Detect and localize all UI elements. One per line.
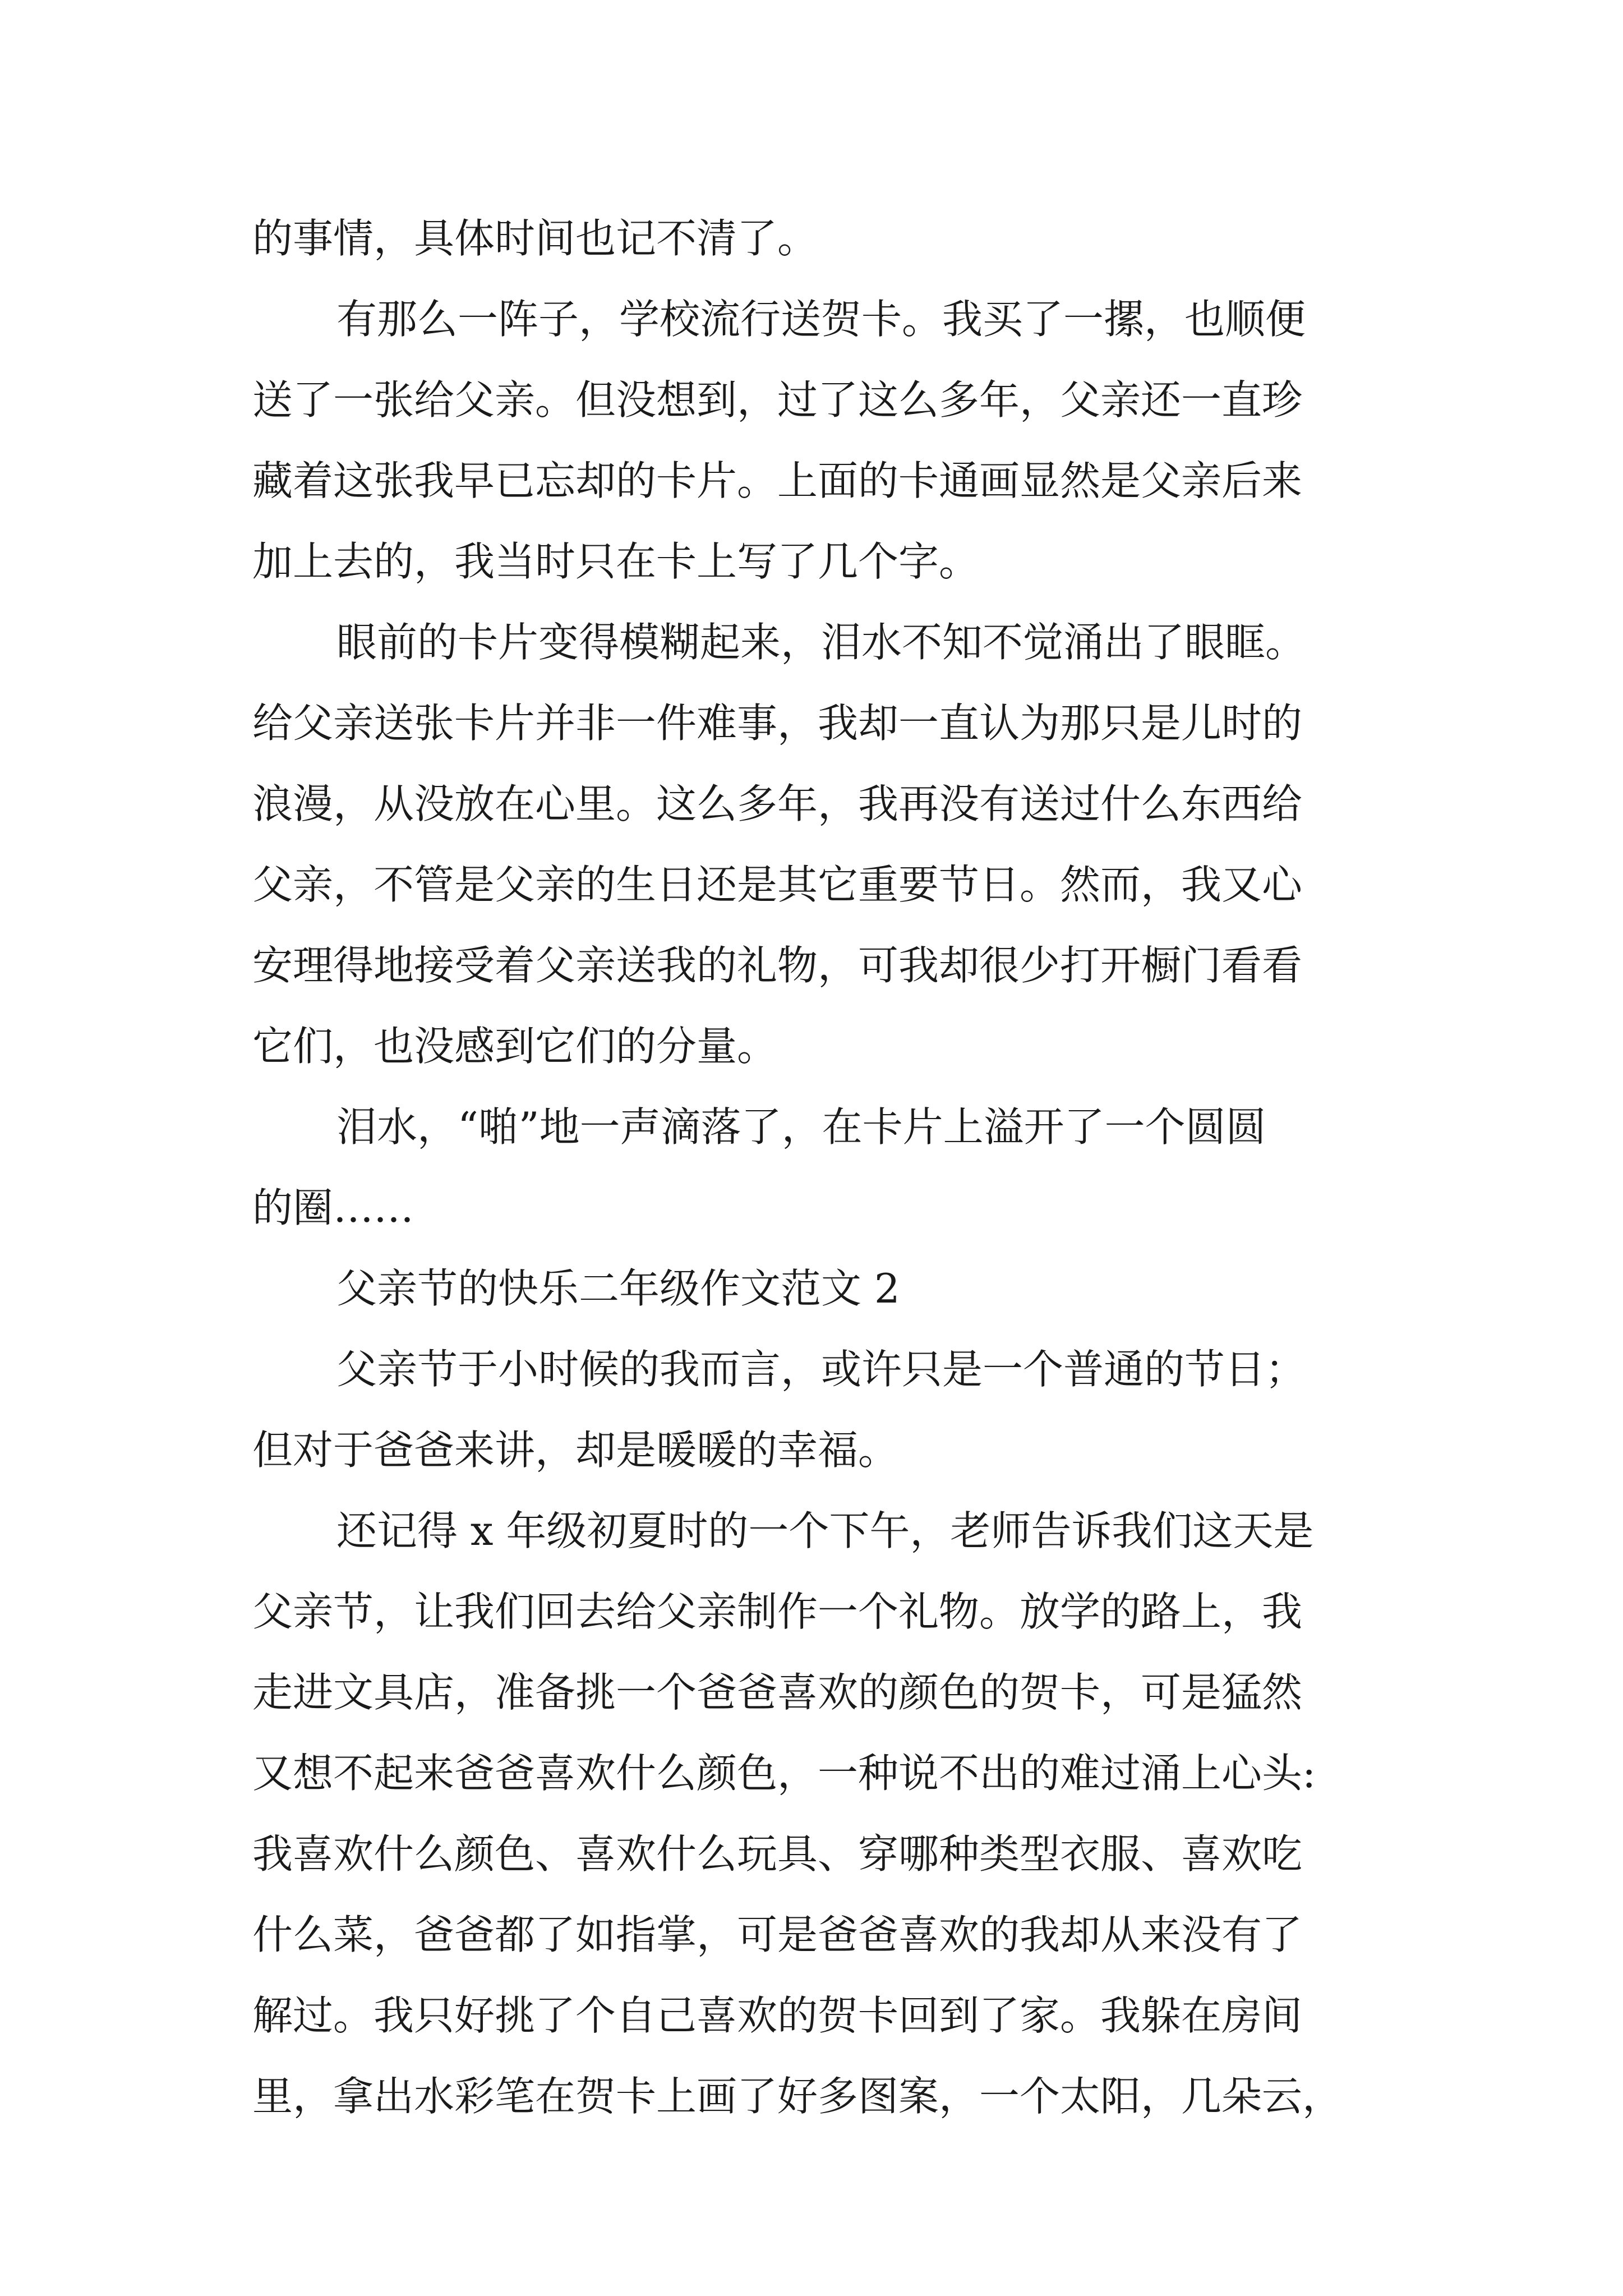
text-line: 什么菜，爸爸都了如指掌，可是爸爸喜欢的我却从来没有了 xyxy=(252,1911,1303,1958)
text-line: 浪漫，从没放在心里。这么多年，我再没有送过什么东西给 xyxy=(252,780,1303,827)
text-line: 的圈…… xyxy=(252,1184,414,1231)
text-line: 安理得地接受着父亲送我的礼物，可我却很少打开橱门看看 xyxy=(252,942,1303,989)
text-line: 父亲，不管是父亲的生日还是其它重要节日。然而，我又心 xyxy=(252,861,1303,908)
text-line: 送了一张给父亲。但没想到，过了这么多年，父亲还一直珍 xyxy=(252,376,1303,424)
text-line: 又想不起来爸爸喜欢什么颜色，一种说不出的难过涌上心头: xyxy=(252,1750,1316,1797)
text-line: 解过。我只好挑了个自己喜欢的贺卡回到了家。我躲在房间 xyxy=(252,1992,1303,2039)
text-line: 但对于爸爸来讲，却是暖暖的幸福。 xyxy=(252,1427,899,1474)
text-line: 我喜欢什么颜色、喜欢什么玩具、穿哪种类型衣服、喜欢吃 xyxy=(252,1830,1303,1878)
text-line: 父亲节于小时候的我而言，或许只是一个普通的节日； xyxy=(336,1346,1306,1393)
section-heading: 父亲节的快乐二年级作文范文 2 xyxy=(336,1265,900,1312)
text-line: 的事情，具体时间也记不清了。 xyxy=(252,215,818,262)
text-line: 藏着这张我早已忘却的卡片。上面的卡通画显然是父亲后来 xyxy=(252,457,1303,504)
text-line: 它们，也没感到它们的分量。 xyxy=(252,1023,778,1070)
text-line: 给父亲送张卡片并非一件难事，我却一直认为那只是儿时的 xyxy=(252,700,1303,747)
text-line: 泪水，“啪”地一声滴落了，在卡片上溢开了一个圆圆 xyxy=(336,1103,1266,1151)
text-line: 加上去的，我当时只在卡上写了几个字。 xyxy=(252,538,980,585)
text-line: 眼前的卡片变得模糊起来，泪水不知不觉涌出了眼眶。 xyxy=(336,619,1306,666)
text-line: 有那么一阵子，学校流行送贺卡。我买了一摞，也顺便 xyxy=(336,296,1306,343)
text-line: 父亲节，让我们回去给父亲制作一个礼物。放学的路上，我 xyxy=(252,1588,1303,1635)
text-line: 还记得 x 年级初夏时的一个下午，老师告诉我们这天是 xyxy=(336,1507,1314,1554)
text-line: 里，拿出水彩笔在贺卡上画了好多图案，一个太阳，几朵云， xyxy=(252,2073,1343,2120)
text-line: 走进文具店，准备挑一个爸爸喜欢的颜色的贺卡，可是猛然 xyxy=(252,1669,1303,1716)
